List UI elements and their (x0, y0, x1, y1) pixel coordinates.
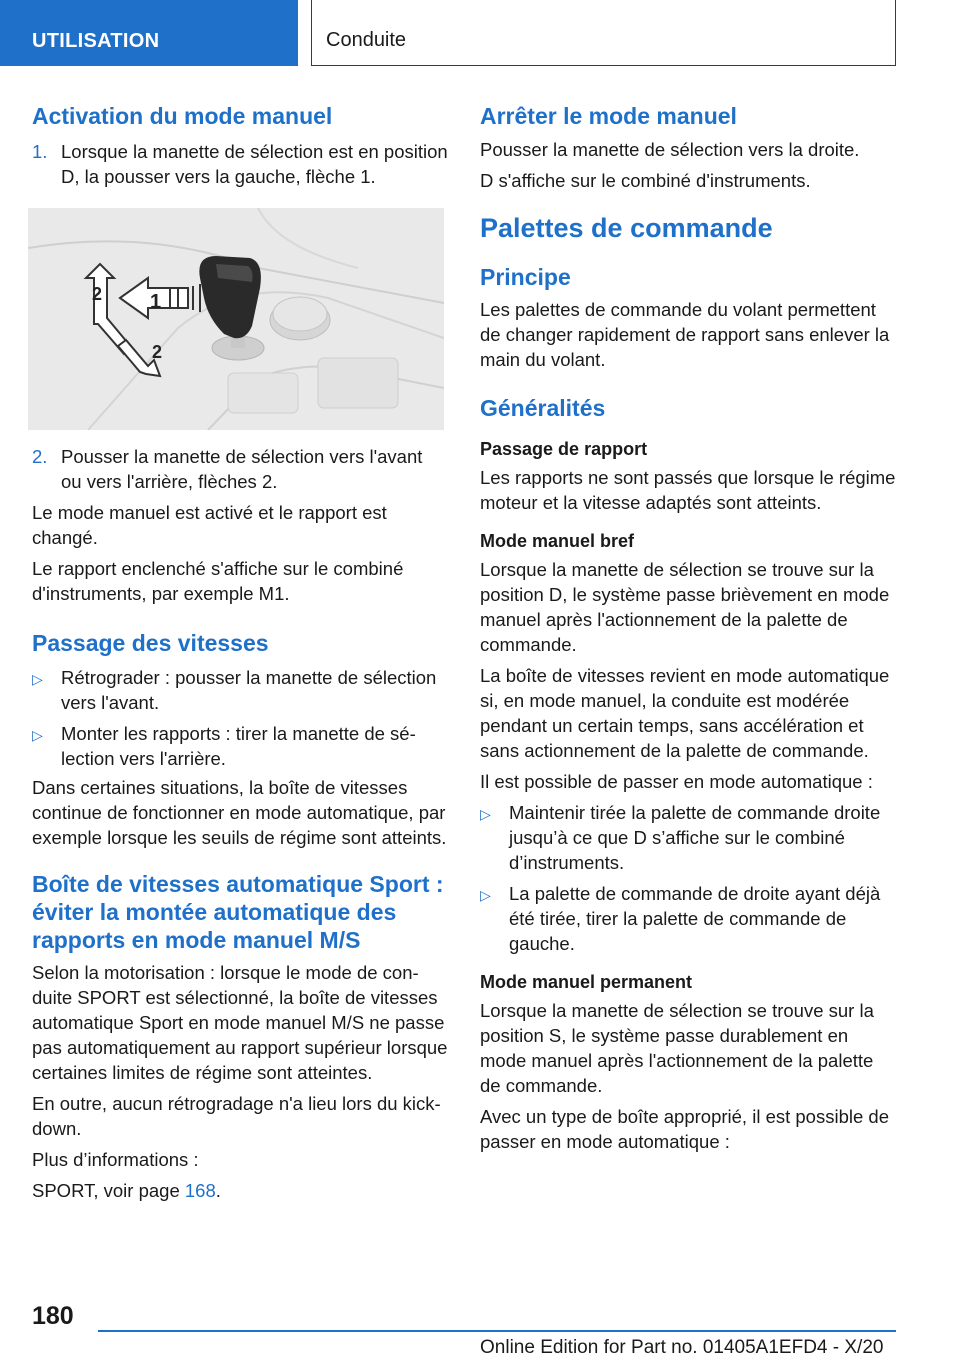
gear-selector-illustration (28, 208, 444, 430)
paragraph-permanent-2: Avec un type de boîte approprié, il est possible de passer en mode automatique : (480, 1106, 889, 1152)
gear-selector-figure (28, 208, 444, 430)
step-1-text: Lorsque la manette de sélection est en position D, la pousser vers la gauche, flèche 1. (61, 141, 448, 187)
list-item-text: Rétrograder : pousser la manette de sélection vers l'avant. (61, 667, 437, 713)
heading-passage: Passage des vitesses (32, 630, 269, 656)
paragraph-passage: Les rapports ne sont passés que lorsque le régime moteur et la vitesse adaptés sont atteints. (480, 467, 896, 513)
list-item-hold-right (480, 800, 896, 875)
page-number: 180 (32, 1302, 74, 1330)
figure-label-2b: 2 (152, 342, 163, 362)
step-1 (32, 139, 448, 189)
triangle-bullet-icon: ▷ (480, 887, 491, 903)
triangle-bullet-icon: ▷ (32, 727, 43, 743)
paragraph-situations: Dans certaines situations, la boîte de vitesses continue de fonctionner en mode automatique, par exemple lorsque les seuils de régime sont atteints. (32, 777, 447, 848)
footer-divider (98, 1330, 896, 1332)
paragraph-more-info: Plus d’informations : (32, 1149, 199, 1170)
paragraph-display: Le rapport enclenché s'affiche sur le combiné d'instruments, par exemple M1. (32, 558, 404, 604)
subheading-permanent: Mode manuel permanent (480, 972, 693, 992)
chapter-title: Conduite (311, 0, 896, 66)
paragraph-bref-1: Lorsque la manette de sélection se trouve sur la position D, le système passe brièvement en mode manuel après l'actionnement de la palette de commande. (480, 559, 890, 655)
step-1-number: 1. (32, 141, 48, 162)
figure-label-2a: 2 (92, 284, 103, 304)
paragraph-push-right: Pousser la manette de sélection vers la droite. (480, 139, 860, 160)
page-168-link[interactable]: 168 (184, 1180, 216, 1201)
heading-principe: Principe (480, 264, 571, 290)
section-tab: UTILISATION (0, 0, 298, 66)
paragraph-bref-2: La boîte de vitesses revient en mode automatique si, en mode manuel, la conduite est modérée pendant un certain temps, sans accélération et sans actionnement de la palette de commande. (480, 665, 890, 761)
sport-reference-end: . (215, 1180, 221, 1201)
step-2 (32, 444, 448, 494)
triangle-bullet-icon: ▷ (32, 671, 43, 687)
step-2-number: 2. (32, 446, 48, 467)
list-item-pull-left (480, 881, 896, 956)
paragraph-active: Le mode manuel est activé et le rapport est changé. (32, 502, 387, 548)
subheading-passage: Passage de rapport (480, 439, 648, 459)
paragraph-bref-3: Il est possible de passer en mode automatique : (480, 771, 873, 792)
right-column (480, 100, 896, 1154)
subheading-bref: Mode manuel bref (480, 531, 635, 551)
list-item-upshift (32, 721, 448, 771)
heading-generalites: Généralités (480, 395, 606, 421)
heading-palettes: Palettes de commande (480, 213, 773, 243)
heading-sport: Boîte de vitesses automatique Sport : éviter la montée automatique des rapports en mode manuel M/S (32, 871, 444, 953)
list-item-text: Maintenir tirée la palette de commande droite jusqu’à ce que D s’affiche sur le combiné d’instruments. (509, 802, 881, 873)
list-item-text: Monter les rapports : tirer la manette de sélection vers l'arrière. (61, 723, 416, 769)
edition-note: Online Edition for Part no. 01405A1EFD4 - X/20 (480, 1337, 884, 1358)
heading-stop-manual: Arrêter le mode manuel (480, 103, 737, 129)
paragraph-principe: Les palettes de commande du volant permettent de changer rapidement de rapport sans enlever la main du volant. (480, 299, 890, 370)
sport-reference-text: SPORT, voir page (32, 1180, 185, 1201)
paragraph-permanent-1: Lorsque la manette de sélection se trouve sur la position S, le système passe durablement en mode manuel après l'actionnement de la palette de commande. (480, 1000, 874, 1096)
list-item-downshift (32, 665, 448, 715)
step-2-text: Pousser la manette de sélection vers l'avant ou vers l'arrière, flèches 2. (61, 446, 423, 492)
left-column (32, 100, 448, 1203)
paragraph-sport: Selon la motorisation : lorsque le mode de conduite SPORT est sélectionné, la boîte de vitesses automatique Sport en mode manuel M/S ne passe pas automatiquement au rapport supérieur lorsque certaines limites de régime sont atteintes. (32, 962, 448, 1083)
paragraph-d-shown: D s'affiche sur le combiné d'instruments. (480, 170, 811, 191)
heading-activation: Activation du mode manuel (32, 103, 333, 129)
list-item-text: La palette de commande de droite ayant déjà été tirée, tirer la palette de commande de gauche. (509, 883, 881, 954)
paragraph-sport-reference (32, 1178, 448, 1203)
triangle-bullet-icon: ▷ (480, 806, 491, 822)
paragraph-kickdown: En outre, aucun rétrogradage n'a lieu lors du kick-down. (32, 1093, 441, 1139)
figure-label-1: 1 (150, 291, 162, 313)
